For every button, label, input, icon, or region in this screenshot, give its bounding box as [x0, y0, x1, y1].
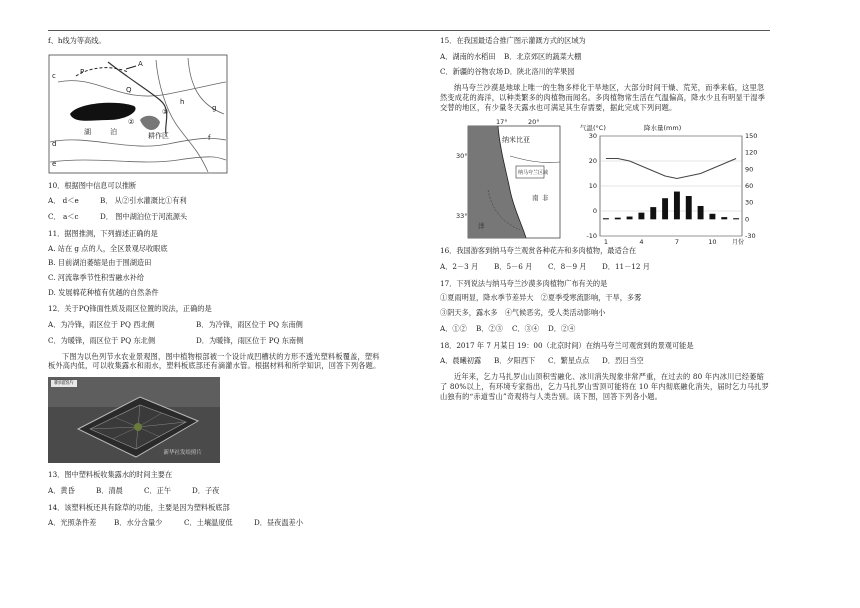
option-c: C．为暖锋，雨区位于 PQ 东北侧 — [48, 335, 156, 345]
question-11 — [48, 229, 420, 298]
precip-bar — [733, 219, 739, 220]
option-c: C． a＜c — [48, 212, 79, 222]
precip-bar — [615, 218, 621, 220]
map-label: 30° — [456, 152, 468, 161]
option-a: A．①② — [440, 323, 467, 333]
map-label: d — [52, 139, 57, 148]
left-tick-label: 20 — [588, 157, 597, 166]
precip-bar — [662, 199, 668, 220]
chart-precip-label: 降水量(mm) — [644, 124, 682, 133]
passage-kilimanjaro: 近年来，乞力马扎罗山山顶积雪融化、冰川消失现象非常严重，在过去的 80 年内冰川已经萎缩了 80%以上，有环境专家指出，乞力马扎罗山雪顶可能将在 10 年内彻底融化消失，届时乞力马扎罗山独有的“赤道雪山”奇观将与人类告别。读下图，回答下列各小题。 — [440, 372, 770, 401]
passage-namaqualand: 纳马夸兰沙漠是地球上唯一的生物多样化干旱地区，大部分时间干燥、荒芜，而季来临，这里忽然变成花的海洋，以种类繁多的肉植物而闻名。多肉植物常生活在气温偏高，降水少且有明显干湿季交替的地区，有少量冬天露水也可满足其生存需要，据此完成下列问题。 — [440, 83, 766, 112]
question-stem: 13．图中塑料板收集露水的时间主要在 — [48, 470, 173, 480]
map-label: 洋 — [478, 222, 485, 231]
question-15 — [440, 36, 770, 77]
option-a: A． d＜e — [48, 196, 79, 206]
namaqualand-figure — [440, 118, 770, 247]
map-label: 纳米比亚 — [502, 136, 530, 145]
question-stem: 12．关于PQ锋面性质及雨区位置的说法，正确的是 — [48, 304, 212, 314]
option-d: D．陕北洛川的苹果园 — [504, 67, 575, 77]
option-b: B． 从②引水灌溉比①有利 — [100, 196, 187, 206]
right-tick-label: 0 — [745, 215, 750, 224]
option-c: C. 河流靠季节性积雪融水补给 — [48, 273, 145, 283]
precip-bar — [674, 192, 680, 220]
map-label: g — [212, 103, 217, 112]
x-tick-label: 7 — [674, 238, 679, 247]
map-label: c — [52, 71, 56, 80]
map-label: A — [138, 59, 143, 68]
option-a: A. 站在 g 点的人，全区景观尽收眼底 — [48, 243, 168, 253]
option-d: D．烈日当空 — [602, 356, 644, 366]
option-b: B．为冷锋，雨区位于 PQ 东南侧 — [196, 320, 303, 330]
option-c: C．正午 — [144, 485, 172, 495]
right-tick-label: 120 — [745, 148, 758, 157]
option-d: D．11－12 月 — [602, 262, 650, 272]
question-stem: 14．该塑料板还具有除草的功能，主要是因为塑料板底部 — [48, 502, 230, 512]
map-label: 纳马夸兰区域 — [518, 170, 549, 177]
map-label: P — [80, 67, 85, 76]
option-c: C．新疆的谷物农场 — [440, 67, 504, 77]
option-b: B．北京郊区的蔬菜大棚 — [504, 51, 582, 61]
question-16 — [440, 246, 770, 271]
precip-bar — [721, 217, 727, 219]
statement-line-2: ③阴天多，露水多 ④气候恶劣，受人类活动影响小 — [440, 308, 606, 318]
right-column — [440, 36, 770, 401]
question-10 — [48, 181, 420, 222]
question-stem: 18．2017 年 7 月某日 19：00（北京时间）在纳马夸兰可观赏到的景观可能是 — [440, 340, 694, 350]
option-a: A．黄昏 — [48, 485, 75, 495]
map-label: 20° — [528, 118, 540, 127]
question-stem: 11．据图推测，下列描述正确的是 — [48, 228, 158, 238]
option-a: A．晨曦初露 — [440, 356, 482, 366]
question-17 — [440, 279, 770, 334]
right-tick-label: -30 — [745, 232, 756, 241]
map-label: 17° — [496, 118, 508, 127]
map-label: e — [52, 159, 57, 168]
x-tick-label: 1 — [603, 238, 608, 247]
statement-line-1: ①夏雨明显，降水季节差异大 ②夏季受寒流影响，干旱，多雾 — [440, 293, 642, 303]
option-a: A．光照条件差 — [48, 518, 97, 528]
map-label: f — [208, 133, 211, 142]
option-c: C．土壤温度低 — [184, 518, 233, 528]
precip-bar — [638, 213, 644, 220]
map-label: ② — [128, 117, 135, 126]
map-label: ① — [162, 107, 169, 116]
question-stem: 17．下列说法与纳马夸兰沙漠多肉植物广布有关的是 — [440, 278, 608, 288]
question-stem: 10．根据图中信息可以推断 — [48, 180, 137, 190]
precip-bar — [603, 219, 609, 220]
option-c: C．繁星点点 — [548, 356, 590, 366]
option-d: D．昼夜温差小 — [254, 518, 303, 528]
question-18 — [440, 341, 770, 366]
namaqualand-figure-svg — [440, 118, 770, 247]
question-12 — [48, 304, 420, 345]
precip-bar — [650, 207, 656, 219]
x-axis-label: 月份 — [732, 239, 745, 247]
left-tick-label: 0 — [592, 207, 597, 216]
photo-caption: 新华社发给照片 — [163, 449, 202, 456]
map-label: 耕作区 — [148, 131, 169, 140]
right-tick-label: 30 — [745, 198, 754, 207]
lake-contour-map — [48, 54, 228, 174]
option-b: B．②③ — [476, 323, 503, 333]
irrigation-photo — [48, 377, 220, 463]
question-14 — [48, 503, 420, 528]
option-d: D．子夜 — [192, 485, 220, 495]
map-intro-text: f、h线为等高线。 — [48, 36, 106, 45]
map-label: 33° — [456, 212, 468, 221]
map-label: 南 — [532, 194, 539, 203]
question-stem: 16．我国游客到纳马夸兰观赏各种花卉和多肉植物，最适合在 — [440, 246, 637, 256]
map-label: 湖 — [84, 127, 91, 136]
option-b: B．清晨 — [96, 485, 123, 495]
option-b: B．5－6 月 — [494, 262, 533, 272]
map-label: h — [180, 97, 185, 106]
option-d: D．②④ — [548, 323, 576, 333]
map-label: Q — [126, 85, 132, 94]
precip-bar — [698, 206, 704, 219]
option-a: A．2－3 月 — [440, 262, 479, 272]
photo-tag: 新闻图片 — [51, 380, 77, 387]
option-c: C．③④ — [512, 323, 540, 333]
passage-israel: 下图为以色列节水农业景观图，图中植物根部被一个设计成凹槽状的方形不透光塑料板覆盖，塑料板外高内低，可以收集露水和雨水，塑料板底部还有滴灌水管。根据材料和所学知识，回答下列各题。 — [48, 351, 381, 371]
option-b: B. 目前湖泊萎缩是由于围湖造田 — [48, 258, 152, 268]
precip-bar — [627, 217, 633, 220]
precip-bar — [686, 196, 692, 219]
option-d: D．为暖锋，雨区位于 PQ 东南侧 — [196, 335, 304, 345]
option-a: A．为冷锋，雨区位于 PQ 西北侧 — [48, 320, 155, 330]
option-a: A．湖南的水稻田 — [440, 51, 496, 61]
question-13 — [48, 470, 420, 495]
right-tick-label: 90 — [745, 165, 754, 174]
right-tick-label: 150 — [745, 132, 758, 141]
option-d: D． 图中湖泊位于河流源头 — [100, 212, 188, 222]
question-stem: 15．在我国最适合推广图示灌溉方式的区域为 — [440, 36, 586, 45]
option-d: D. 发展棉花种植有优越的自然条件 — [48, 287, 159, 297]
climate-chart — [586, 132, 757, 246]
left-tick-label: -10 — [586, 232, 597, 241]
right-tick-label: 60 — [745, 182, 754, 191]
option-b: B．夕阳西下 — [494, 356, 536, 366]
namaqualand-map — [456, 118, 560, 238]
page-header-rule — [48, 30, 770, 31]
precip-bar — [709, 214, 715, 220]
x-tick-label: 4 — [639, 238, 644, 247]
x-tick-label: 10 — [708, 238, 717, 247]
left-tick-label: 30 — [588, 132, 597, 141]
map-label: 非 — [542, 194, 549, 203]
option-b: B．水分含量少 — [114, 518, 163, 528]
chart-temp-label: 气温(°C) — [580, 124, 606, 133]
left-tick-label: 10 — [588, 182, 597, 191]
left-column — [48, 36, 420, 528]
map-label: 泊 — [110, 127, 117, 136]
option-c: C．8－9 月 — [548, 262, 587, 272]
